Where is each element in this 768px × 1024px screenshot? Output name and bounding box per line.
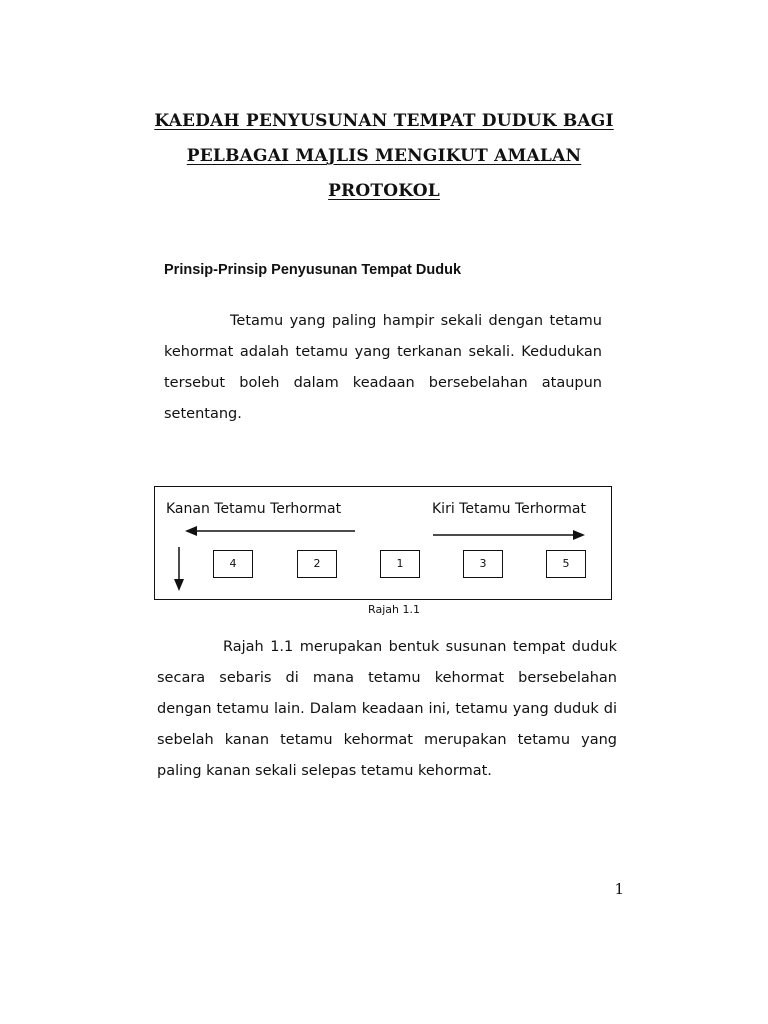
paragraph-2: [157, 632, 617, 787]
section-heading: Prinsip-Prinsip Penyusunan Tempat Duduk: [164, 262, 462, 278]
seat-box: 5: [546, 550, 586, 578]
page-number: 1: [614, 880, 624, 898]
paragraph-1-text: Tetamu yang paling hampir sekali dengan tetamu kehormat adalah tetamu yang terkanan sekali. Kedudukan tersebut boleh dalam keadaan bersebelahan ataupun setentang.: [164, 313, 602, 422]
right-arrow-head: [573, 530, 585, 540]
document-title: [150, 104, 618, 209]
title-line-3: PROTOKOL: [328, 181, 440, 201]
seat-box: 3: [463, 550, 503, 578]
figure-caption: Rajah 1.1: [368, 603, 420, 616]
left-label: Kanan Tetamu Terhormat: [166, 501, 342, 517]
paragraph-1: [164, 306, 602, 430]
seating-diagram: [154, 486, 612, 600]
seat-box: 2: [297, 550, 337, 578]
right-label: Kiri Tetamu Terhormat: [432, 501, 586, 517]
title-line-2: PELBAGAI MAJLIS MENGIKUT AMALAN: [186, 146, 582, 166]
seat-box: 1: [380, 550, 420, 578]
seat-box: 4: [213, 550, 253, 578]
paragraph-2-text: Rajah 1.1 merupakan bentuk susunan tempat duduk secara sebaris di mana tetamu kehormat bersebelahan dengan tetamu lain. Dalam keadaan ini, tetamu yang duduk di sebelah kanan tetamu kehormat merupakan tetamu yang paling kanan sekali selepas tetamu kehormat.: [157, 639, 617, 779]
down-arrow-head: [174, 579, 184, 591]
title-line-1: KAEDAH PENYUSUNAN TEMPAT DUDUK BAGI: [154, 111, 614, 131]
left-arrow-head: [185, 526, 197, 536]
